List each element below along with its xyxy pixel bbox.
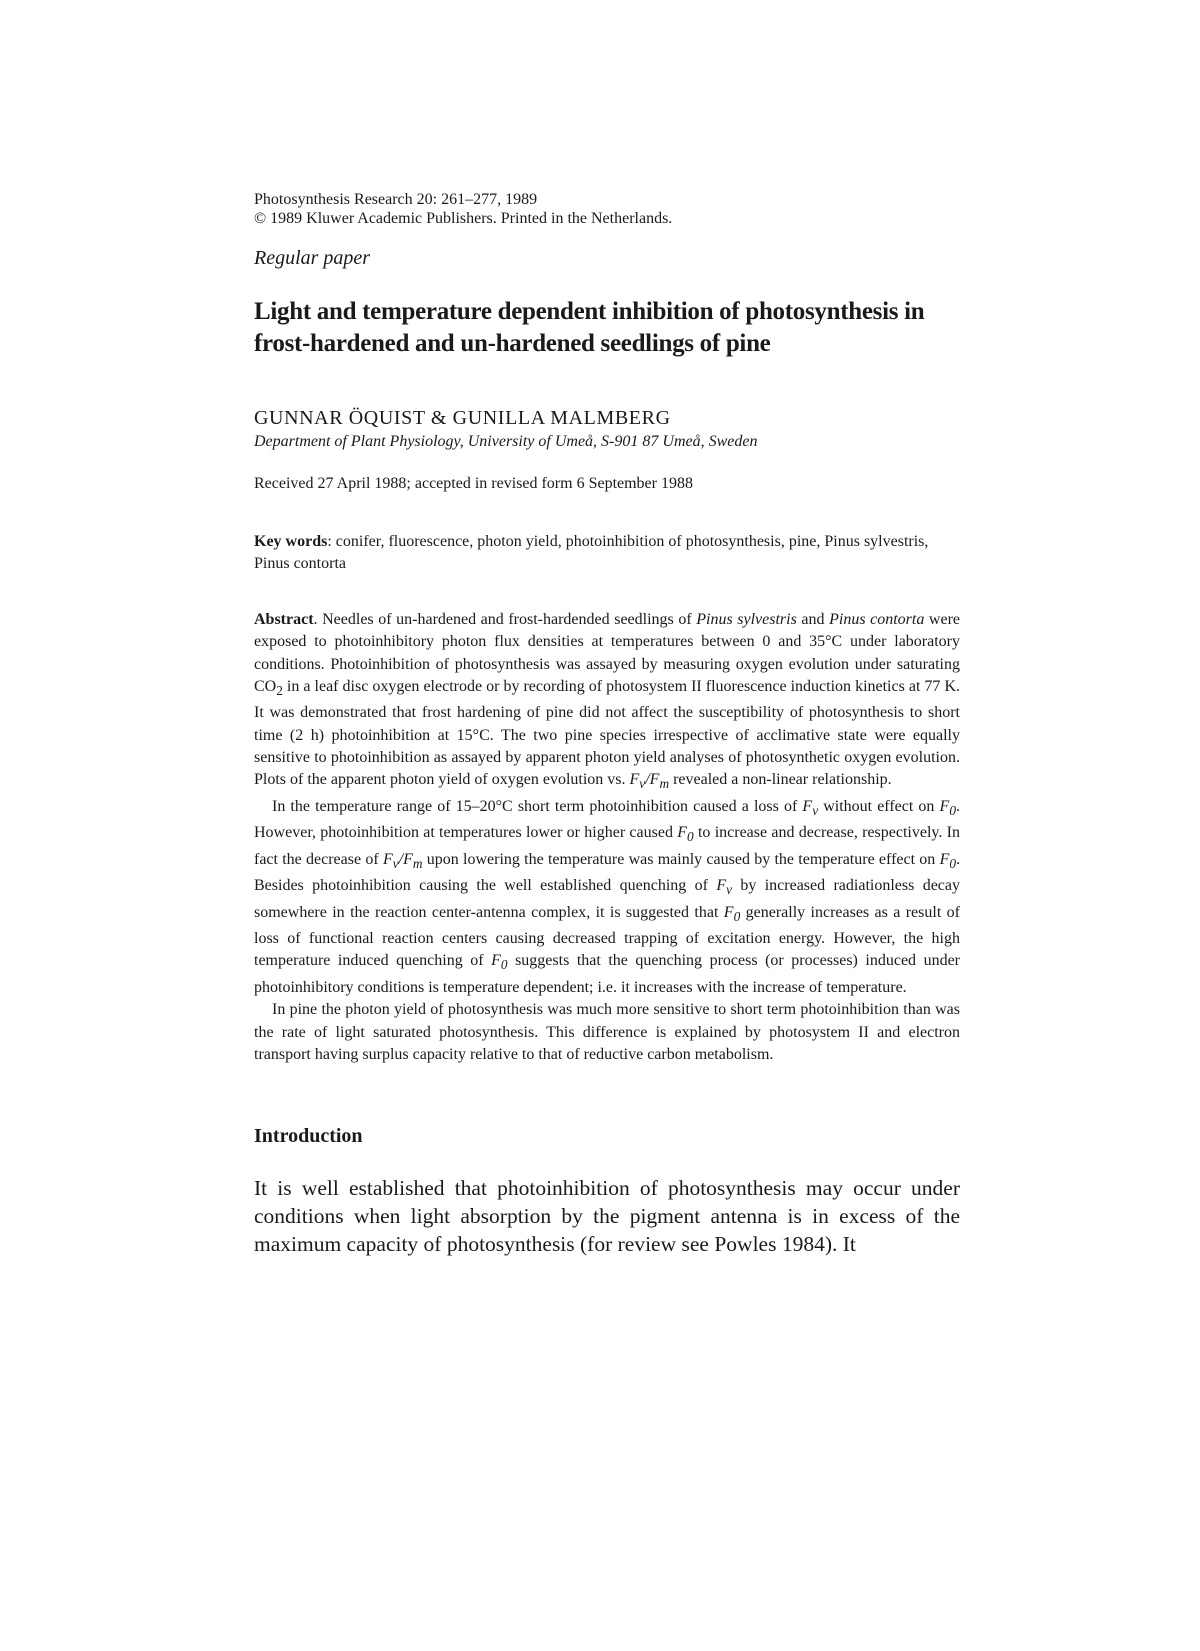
species-name: Pinus sylvestris [696,611,797,628]
abstract-label: Abstract [254,611,314,628]
symbol-F: F [382,850,393,868]
copyright-line: © 1989 Kluwer Academic Publishers. Printed in the Netherlands. [254,210,673,227]
symbol-slash: / [398,850,404,868]
f0-symbol [723,903,741,924]
abstract-text: without effect on [818,797,940,815]
abstract-paragraph-2 [254,796,960,1000]
abstract-text: . Besides photoinhibition causing the well established quenching of [254,850,961,895]
fv-symbol [716,877,733,898]
subscript: 0 [687,829,694,845]
abstract-text: were exposed to photoinhibitory photon flux densities at temperatures between 0 and 35°C under laboratory conditions. Photoinhibition of photosynthesis was assayed by measuring oxygen evolution under saturating CO [254,611,961,695]
paper-type: Regular paper [254,247,371,269]
abstract-text: suggests that the quenching process (or processes) induced under photoinhibitory conditions is temperature dependent; i.e. it increases with the increase of temperature. [254,952,960,996]
keywords-label: Key words [254,533,328,550]
subscript: 0 [949,802,956,818]
paper-title: Light and temperature dependent inhibition of photosynthesis in frost-hardened and un-hardened seedlings of pine [254,298,925,357]
symbol-F: F [802,797,813,815]
symbol-F: F [723,903,734,921]
abstract-text: upon lowering the temperature was mainly caused by the temperature effect on [422,850,940,868]
abstract-text: in a leaf disc oxygen electrode or by recording of photosystem II fluorescence induction kinetics at 77 K. It was demonstrated that frost hardening of pine did not affect the susceptibility of photosynthesis to short time (2 h) photoinhibition at 15°C. The two pine species irrespective of acclimative state were equally sensitive to photoinhibition as assayed by apparent photon yield analyses of photosynthetic oxygen evolution. Plots of the apparent photon yield of oxygen evolution vs. [254,677,960,789]
subscript: 2 [276,683,283,699]
keywords [254,531,960,575]
fv-symbol [802,797,819,818]
abstract-text: to increase and decrease, respectively. In fact the decrease of [254,824,960,868]
symbol-F: F [939,850,950,868]
symbol-F: F [403,850,413,868]
abstract-text: and [796,611,830,628]
fv-fm-symbol [629,771,670,792]
subscript: 0 [500,957,508,973]
received-dates: Received 27 April 1988; accepted in revised form 6 September 1988 [254,475,693,492]
abstract-text: revealed a non-linear relationship. [669,771,892,789]
paper-page [254,190,960,1258]
symbol-F: F [716,877,727,895]
species-name: Pinus contorta [829,611,925,628]
symbol-F: F [629,771,640,789]
abstract-text: . However, photoinhibition at temperatures lower or higher caused [254,797,960,842]
symbol-slash: / [645,771,650,789]
abstract-text: . Needles of un-hardened and frost-hardended seedlings of [313,611,697,628]
symbol-F: F [677,824,688,842]
introduction-heading: Introduction [254,1125,363,1148]
f0-symbol [491,952,508,973]
subscript: m [412,855,423,871]
abstract-paragraph-3: In pine the photon yield of photosynthesis was much more sensitive to short term photoinhibition than was the rate of light saturated photosynthesis. This difference is explained by photosystem II and electron transport having surplus capacity relative to that of reductive carbon metabolism. [254,1001,960,1063]
authors: GUNNAR ÖQUIST & GUNILLA MALMBERG [254,407,671,429]
abstract-text: generally increases as a result of loss of functional reaction centers causing decreased trapping of excitation energy. However, the high temperature induced quenching of [254,903,960,970]
f0-symbol [939,797,956,818]
subscript: v [812,802,819,818]
introduction-paragraph: It is well established that photoinhibition of photosynthesis may occur under conditions when light absorption by the pigment antenna is in excess of the maximum capacity of photosynthesis (for review see Powles 1984). It [254,1176,960,1257]
abstract-text: by increased radiationless decay somewhere in the reaction center-antenna complex, it is suggested that [254,877,961,921]
keywords-text: : conifer, fluorescence, photon yield, photoinhibition of photosynthesis, pine, Pinus sylvestris, Pinus contorta [254,533,929,572]
abstract-text: In the temperature range of 15–20°C short term photoinhibition caused a loss of [272,797,803,815]
abstract-paragraph-1 [254,609,960,796]
subscript: v [726,882,733,898]
f0-symbol [939,850,957,871]
subscript: m [659,776,670,792]
introduction-body [254,1174,960,1258]
subscript: v [639,776,646,792]
subscript: 0 [949,855,957,871]
subscript: 0 [733,908,741,924]
f0-symbol [677,824,694,845]
abstract [254,609,960,1066]
symbol-F: F [491,952,501,970]
symbol-F: F [649,771,660,789]
journal-citation: Photosynthesis Research 20: 261–277, 1989 [254,191,538,208]
subscript: v [392,855,399,871]
symbol-F: F [939,797,950,815]
affiliation: Department of Plant Physiology, University of Umeå, S-901 87 Umeå, Sweden [254,433,758,450]
fv-fm-symbol [382,850,423,871]
